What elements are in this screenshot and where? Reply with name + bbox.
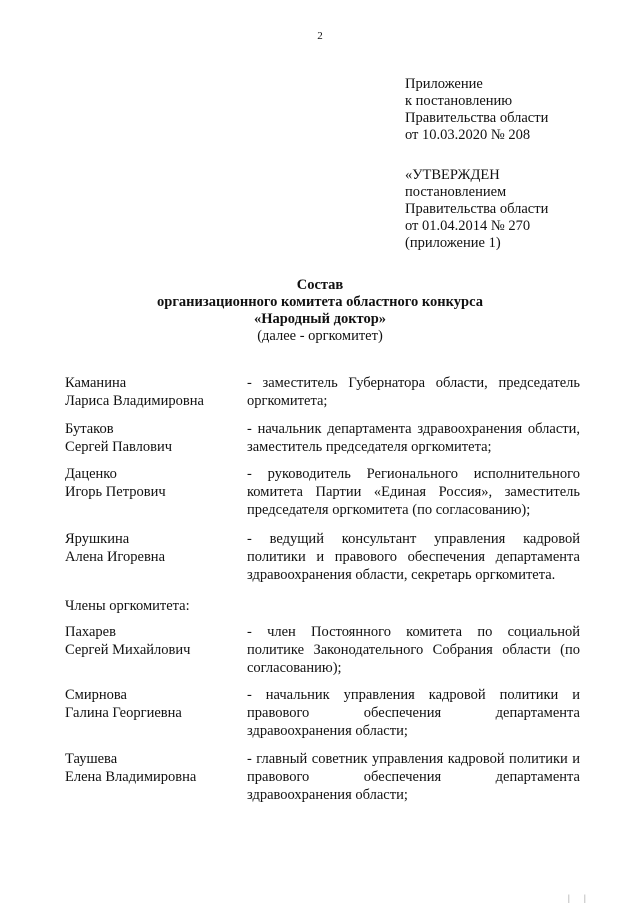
person-surname: Таушева <box>65 751 118 767</box>
person-surname: Даценко <box>65 466 117 482</box>
title-line: Состав <box>296 277 344 293</box>
approved-block <box>405 167 548 252</box>
person-role: - начальник департамента здравоохранения области, заместитель председателя оргкомитета; <box>247 421 580 455</box>
person-given-name: Игорь Петрович <box>65 484 166 500</box>
appendix-line: Правительства области <box>405 110 549 126</box>
scan-mark: | | <box>568 893 592 903</box>
person-given-name: Алена Игоревна <box>65 549 165 565</box>
person-name <box>65 465 240 501</box>
person-surname: Каманина <box>65 375 127 391</box>
person-given-name: Сергей Михайлович <box>65 642 191 658</box>
appendix-block <box>405 76 548 144</box>
approved-line: «УТВЕРЖДЕН <box>405 167 500 183</box>
person-surname: Смирнова <box>65 687 127 703</box>
person-name <box>65 750 240 786</box>
appendix-line: Приложение <box>405 76 483 92</box>
person-name <box>65 530 240 566</box>
person-given-name: Сергей Павлович <box>65 439 173 455</box>
appendix-line: от 10.03.2020 № 208 <box>405 127 531 143</box>
person-role: - член Постоянного комитета по социальной политике Законодательного Собрания области (по согласованию); <box>247 624 580 676</box>
person-surname: Ярушкина <box>65 531 130 547</box>
person-role: - главный советник управления кадровой политики и правового обеспечения департамента здравоохранения области; <box>247 751 580 803</box>
title-line: «Народный доктор» <box>253 311 387 327</box>
approved-line: от 01.04.2014 № 270 <box>405 218 531 234</box>
person-name <box>65 623 240 659</box>
approved-line: Правительства области <box>405 201 549 217</box>
title-subtitle: (далее - оргкомитет) <box>257 328 383 344</box>
title-line: организационного комитета областного конкурса <box>157 294 483 310</box>
person-role: - начальник управления кадровой политики и правового обеспечения департамента здравоохранения области; <box>247 687 580 739</box>
person-name <box>65 686 240 722</box>
appendix-line: к постановлению <box>405 93 513 109</box>
person-role: - руководитель Регионального исполнительного комитета Партии «Единая Россия», заместитель председателя оргкомитета (по согласованию); <box>247 466 580 518</box>
approved-line: (приложение 1) <box>405 235 501 251</box>
person-role: - ведущий консультант управления кадровой политики и правового обеспечения департамента здравоохранения области, секретарь оргкомитета. <box>247 531 580 583</box>
person-role: - заместитель Губернатора области, председатель оргкомитета; <box>247 375 580 409</box>
person-given-name: Галина Георгиевна <box>65 705 182 721</box>
document-title <box>0 277 640 345</box>
page-number: 2 <box>317 30 323 42</box>
members-heading: Члены оргкомитета: <box>65 598 190 614</box>
person-name <box>65 374 240 410</box>
person-surname: Пахарев <box>65 624 116 640</box>
person-given-name: Елена Владимировна <box>65 769 197 785</box>
person-name <box>65 420 240 456</box>
person-given-name: Лариса Владимировна <box>65 393 204 409</box>
approved-line: постановлением <box>405 184 507 200</box>
person-surname: Бутаков <box>65 421 114 437</box>
